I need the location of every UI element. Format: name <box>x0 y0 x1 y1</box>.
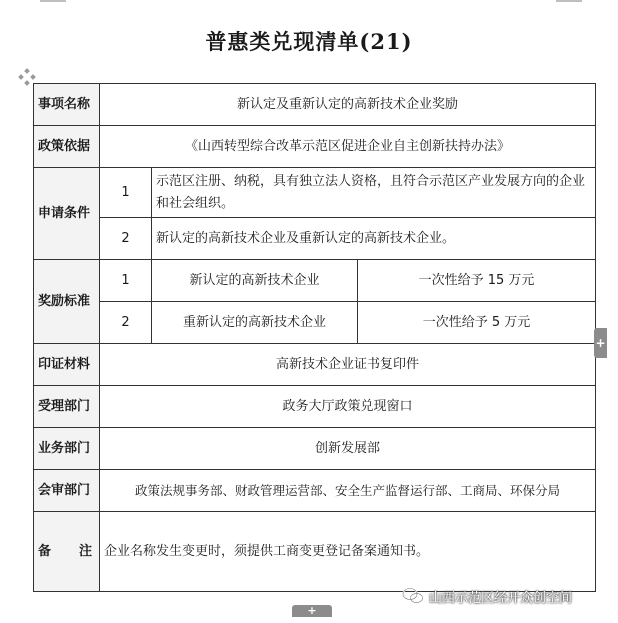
wechat-icon <box>402 587 424 605</box>
policy-basis-value: 《山西转型综合改革示范区促进企业自主创新扶持办法》 <box>100 126 596 168</box>
row-business-dept <box>34 428 596 470</box>
remarks-label-right: 注 <box>79 543 93 559</box>
wechat-watermark <box>402 586 572 606</box>
reward-2-type: 重新认定的高新技术企业 <box>152 302 358 344</box>
reward-1-type: 新认定的高新技术企业 <box>152 260 358 302</box>
top-edge-bar-left <box>40 0 66 2</box>
row-item-name <box>34 84 596 126</box>
row-reward-1 <box>34 260 596 302</box>
reward-1-amount: 一次性给予 15 万元 <box>358 260 596 302</box>
item-name-label: 事项名称 <box>34 84 100 126</box>
policy-basis-label: 政策依据 <box>34 126 100 168</box>
reward-2-num: 2 <box>100 302 152 344</box>
condition-2-text: 新认定的高新技术企业及重新认定的高新技术企业。 <box>152 218 596 260</box>
policy-table <box>33 83 596 592</box>
remarks-value: 企业名称发生变更时，须提供工商变更登记备案通知书。 <box>100 512 596 592</box>
plus-icon: + <box>307 604 317 617</box>
row-reward-2 <box>34 302 596 344</box>
reward-1-num: 1 <box>100 260 152 302</box>
materials-value: 高新技术企业证书复印件 <box>100 344 596 386</box>
row-policy-basis <box>34 126 596 168</box>
item-name-value: 新认定及重新认定的高新技术企业奖励 <box>100 84 596 126</box>
row-condition-1 <box>34 168 596 218</box>
row-review-dept <box>34 470 596 512</box>
condition-1-text: 示范区注册、纳税，具有独立法人资格，且符合示范区产业发展方向的企业和社会组织。 <box>152 168 596 218</box>
expand-column-button[interactable] <box>594 328 607 358</box>
watermark-text: 山西示范区经开众创空间 <box>429 590 573 606</box>
condition-1-num: 1 <box>100 168 152 218</box>
row-condition-2 <box>34 218 596 260</box>
remarks-label-left: 备 <box>38 543 52 559</box>
top-edge-bar-right <box>556 0 582 2</box>
reward-2-amount: 一次性给予 5 万元 <box>358 302 596 344</box>
conditions-label: 申请条件 <box>34 168 100 260</box>
materials-label: 印证材料 <box>34 344 100 386</box>
review-dept-label: 会审部门 <box>34 470 100 512</box>
business-dept-label: 业务部门 <box>34 428 100 470</box>
row-remarks <box>34 512 596 592</box>
review-dept-value: 政策法规事务部、财政管理运营部、安全生产监督运行部、工商局、环保分局 <box>100 470 596 512</box>
remarks-label <box>34 512 100 592</box>
business-dept-value: 创新发展部 <box>100 428 596 470</box>
expand-row-button[interactable] <box>292 605 332 617</box>
accepting-dept-value: 政务大厅政策兑现窗口 <box>100 386 596 428</box>
reward-label: 奖励标准 <box>34 260 100 344</box>
document-title: 普惠类兑现清单(21) <box>205 29 413 54</box>
accepting-dept-label: 受理部门 <box>34 386 100 428</box>
plus-icon: + <box>595 336 606 350</box>
condition-2-num: 2 <box>100 218 152 260</box>
row-accepting-dept <box>34 386 596 428</box>
row-materials <box>34 344 596 386</box>
